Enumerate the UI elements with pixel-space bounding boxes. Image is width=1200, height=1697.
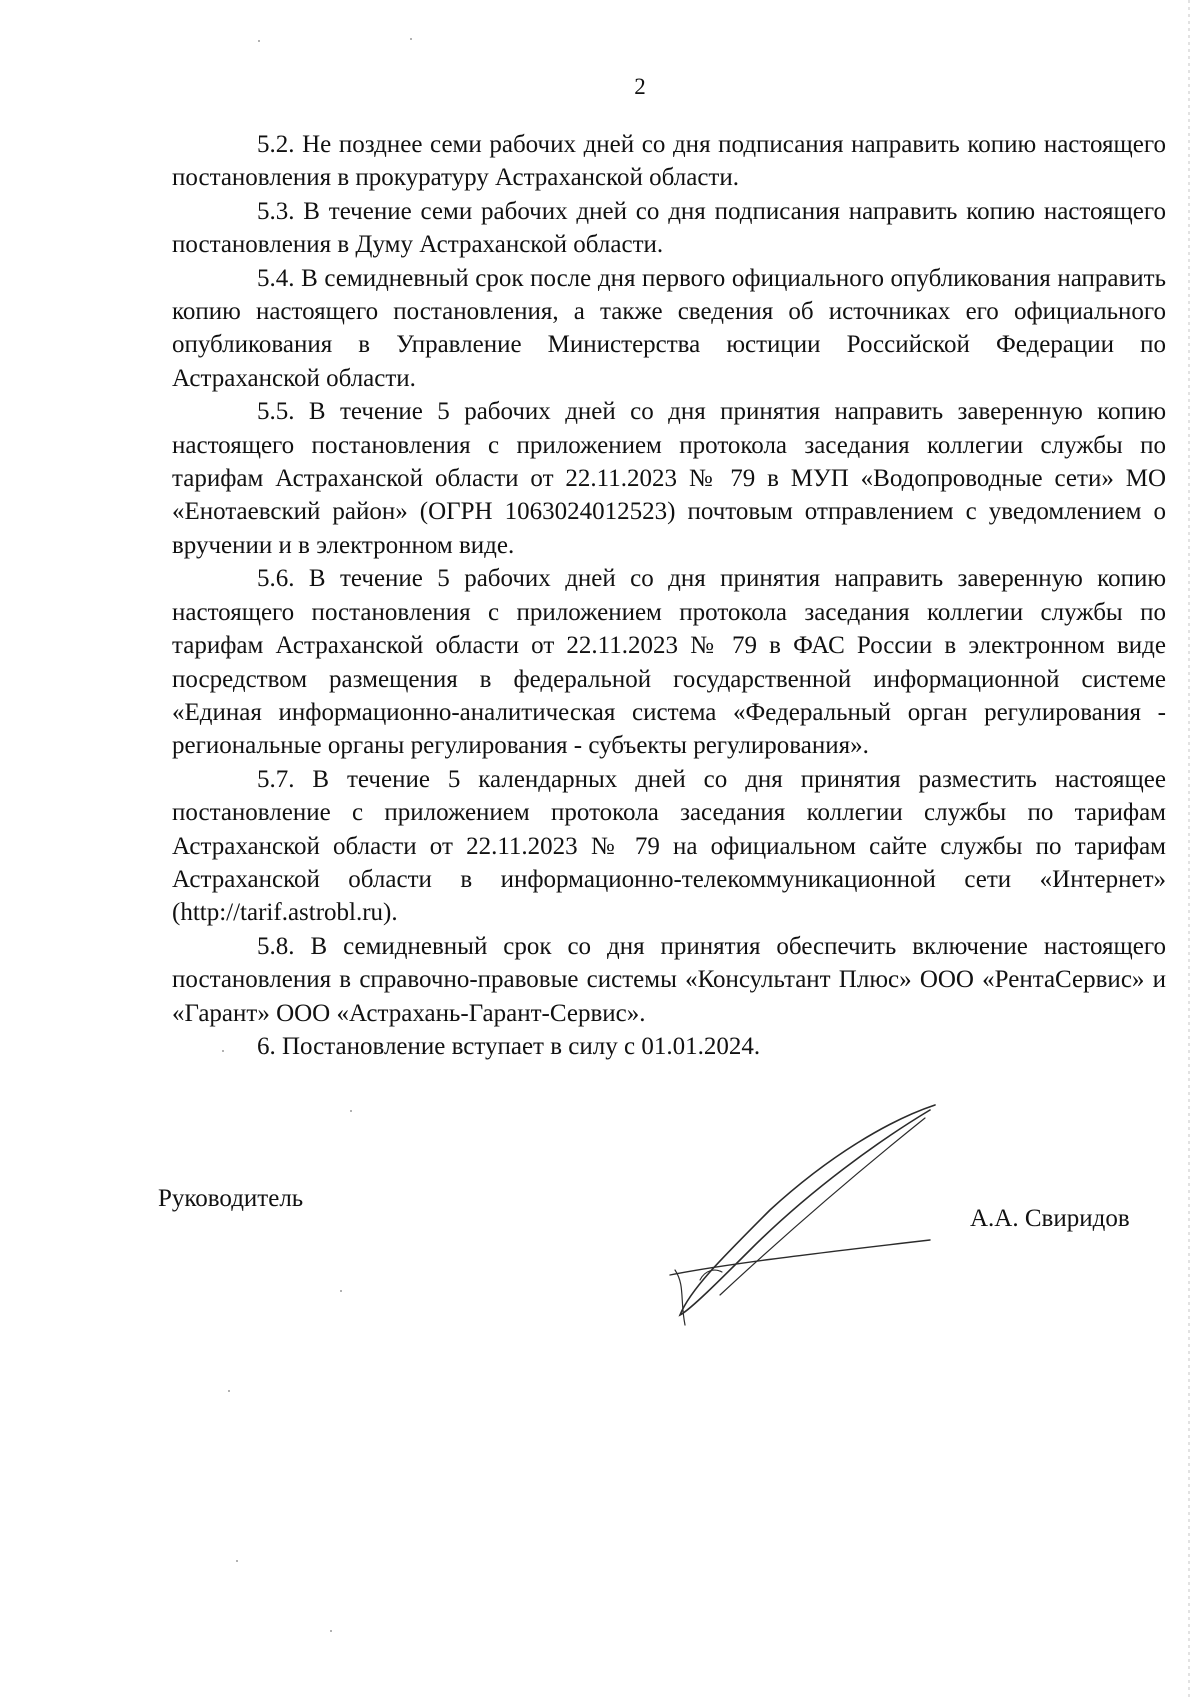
paragraph-6: 6. Постановление вступает в силу с 01.01.2024. — [257, 1032, 761, 1060]
scan-speck — [236, 1560, 238, 1562]
signatory-title: Руководитель — [158, 1185, 304, 1212]
scan-speck — [222, 1050, 224, 1052]
paragraph-5-5: 5.5. В течение 5 рабочих дней со дня принятия направить заверенную копию настоящего постановления с приложением протокола заседания коллегии службы по тарифам Астраханской области от 22.11.2023 № 79 в МУП «Водопроводные сети» МО «Енотаевский район» (ОГРН 1063024012523) почтовым отправлением с уведомлением о вручении и в электронном виде. — [172, 398, 1166, 559]
scan-speck — [258, 40, 260, 42]
signature-block — [0, 1163, 1200, 1363]
scan-speck — [350, 1110, 352, 1112]
scan-speck — [330, 1630, 332, 1632]
paragraph-5-2: 5.2. Не позднее семи рабочих дней со дня подписания направить копию настоящего постановления в прокуратуру Астраханской области. — [172, 131, 1166, 192]
signatory-name: А.А. Свиридов — [970, 1205, 1130, 1232]
scan-edge-artifact — [1188, 0, 1190, 1697]
paragraph-5-4: 5.4. В семидневный срок после дня первого официального опубликования направить копию настоящего постановления, а также сведения об источниках его официального опубликования в Управление Министерства юстиции Российской Федерации по Астраханской области. — [172, 264, 1166, 392]
scan-speck — [410, 38, 412, 40]
page-number: 2 — [634, 74, 646, 99]
paragraph-5-8: 5.8. В семидневный срок со дня принятия обеспечить включение настоящего постановления в справочно-правовые системы «Консультант Плюс» ООО «РентаСервис» и «Гарант» ООО «Астрахань-Гарант-Сервис». — [172, 932, 1166, 1027]
document-body — [172, 128, 1166, 1063]
scan-speck — [340, 1290, 342, 1292]
scan-speck — [228, 1390, 230, 1392]
paragraph-5-7: 5.7. В течение 5 календарных дней со дня принятия разместить настоящее постановление с приложением протокола заседания коллегии службы по тарифам Астраханской области от 22.11.2023 № 79 на официальном сайте службы по тарифам Астраханской области в информационно-телекоммуникационной сети «Интернет» (http://tarif.astrobl.ru). — [172, 765, 1166, 927]
handwritten-signature — [660, 1100, 940, 1330]
paragraph-5-6: 5.6. В течение 5 рабочих дней со дня принятия направить заверенную копию настоящего постановления с приложением протокола заседания коллегии службы по тарифам Астраханской области от 22.11.2023 № 79 в ФАС России в электронном виде посредством размещения в федеральной государственной информационной системе «Единая информационно-аналитическая система «Федеральный орган регулирования - региональные органы регулирования - субъекты регулирования». — [172, 565, 1166, 760]
paragraph-5-3: 5.3. В течение семи рабочих дней со дня подписания направить копию настоящего постановления в Думу Астраханской области. — [172, 197, 1166, 259]
